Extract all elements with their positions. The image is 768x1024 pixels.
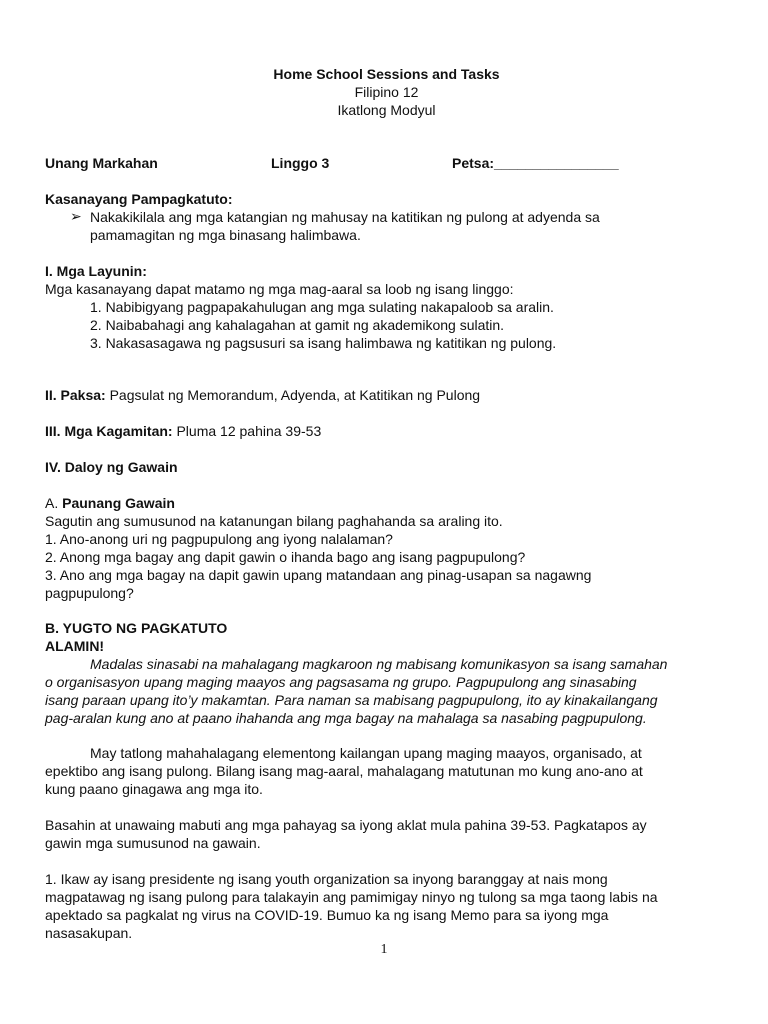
paragraph-line: May tatlong mahahalagang elementong kailangan upang maging maayos, organisado, at (90, 745, 642, 761)
topic-value: Pagsulat ng Memorandum, Adyenda, at Katitikan ng Pulong (105, 387, 481, 403)
paragraph-line: epektibo ang isang pulong. Bilang isang mag-aaral, mahalagang matutunan mo kung ano-ano at (45, 763, 643, 779)
objective-item: 3. Nakasasagawa ng pagsusuri sa isang halimbawa ng katitikan ng pulong. (90, 335, 557, 351)
learning-heading: B. YUGTO NG PAGKATUTO (45, 620, 228, 636)
competency-line: pamamagitan ng mga binasang halimbawa. (90, 227, 361, 243)
objectives-heading: I. Mga Layunin: (45, 263, 147, 279)
page-number: 1 (380, 942, 388, 957)
paragraph-line: kung paano ginagawa ang mga ito. (45, 781, 263, 797)
paragraph-line: Basahin at unawaing mabuti ang mga pahayag sa iyong aklat mula pahina 39-53. Pagkatapos ay (45, 817, 647, 833)
materials-value: Pluma 12 pahina 39-53 (172, 423, 322, 439)
intro-paragraph-line: pag-aralan kung ano at paano ihahanda ang mga bagay na mahalaga sa nasabing pagpupulong. (45, 710, 647, 726)
task-line: 1. Ikaw ay isang presidente ng isang youth organization sa inyong baranggay at nais mong (45, 871, 608, 887)
intro-paragraph-line: Madalas sinasabi na mahalagang magkaroon ng mabisang komunikasyon sa isang samahan (90, 656, 668, 672)
question-item: 3. Ano ang mga bagay na dapit gawin upang matandaan ang pinag-usapan sa nagawng (45, 567, 592, 583)
question-item: 2. Anong mga bagay ang dapit gawin o ihanda bago ang isang pagpupulong? (45, 549, 526, 565)
learning-subheading: ALAMIN! (45, 638, 105, 654)
topic-line (45, 386, 728, 404)
objectives-intro: Mga kasanayang dapat matamo ng mga mag-aaral sa loob ng isang linggo: (45, 281, 514, 297)
competency-line: Nakakikilala ang mga katangian ng mahusay na katitikan ng pulong at adyenda sa (90, 209, 600, 225)
materials-label: III. Mga Kagamitan: (45, 423, 173, 439)
preliminary-heading-line (45, 494, 728, 512)
task-line: apektado sa pagkalat ng virus na COVID-19. Bumuo ka ng isang Memo para sa iyong mga (45, 907, 609, 923)
document-title: Home School Sessions and Tasks (273, 66, 500, 82)
module-label: Ikatlong Modyul (337, 102, 436, 118)
preliminary-heading: Paunang Gawain (62, 495, 175, 511)
question-item: 1. Ano-anong uri ng pagpupulong ang iyong nalalaman? (45, 531, 393, 547)
preliminary-prefix: A. (45, 495, 63, 511)
competency-heading: Kasanayang Pampagkatuto: (45, 191, 233, 207)
task-line: magpatawag ng isang pulong para talakayin ang pamimigay ninyo ng tulong sa mga taong labis na (45, 889, 658, 905)
task-line: nasasakupan. (45, 925, 133, 941)
subject-label: Filipino 12 (354, 84, 419, 100)
intro-paragraph-line: o organisasyon upang maging maayos ang pagsasama ng grupo. Pagpupulong ang sinasabing (45, 674, 637, 690)
objective-item: 1. Nabibigyang pagpapakahulugan ang mga sulating nakapaloob sa aralin. (90, 299, 554, 315)
procedure-heading: IV. Daloy ng Gawain (45, 459, 178, 475)
week-label: Linggo 3 (271, 155, 330, 171)
paragraph-line: gawin mga sumusunod na gawain. (45, 835, 261, 851)
topic-label: II. Paksa: (45, 387, 106, 403)
objective-item: 2. Naibabahagi ang kahalagahan at gamit ng akademikong sulatin. (90, 317, 505, 333)
meta-row (45, 154, 728, 172)
bullet-arrow-icon: ➢ (70, 208, 82, 224)
intro-paragraph-line: isang paraan upang ito’y makamtan. Para naman sa mabisang pagpupulong, ito ay kinakailangang (45, 692, 658, 708)
date-label: Petsa:________________ (452, 155, 619, 171)
question-item: pagpupulong? (45, 585, 134, 601)
quarter-label: Unang Markahan (45, 155, 158, 171)
preliminary-intro: Sagutin ang sumusunod na katanungan bilang paghahanda sa araling ito. (45, 513, 503, 529)
materials-line (45, 422, 728, 440)
